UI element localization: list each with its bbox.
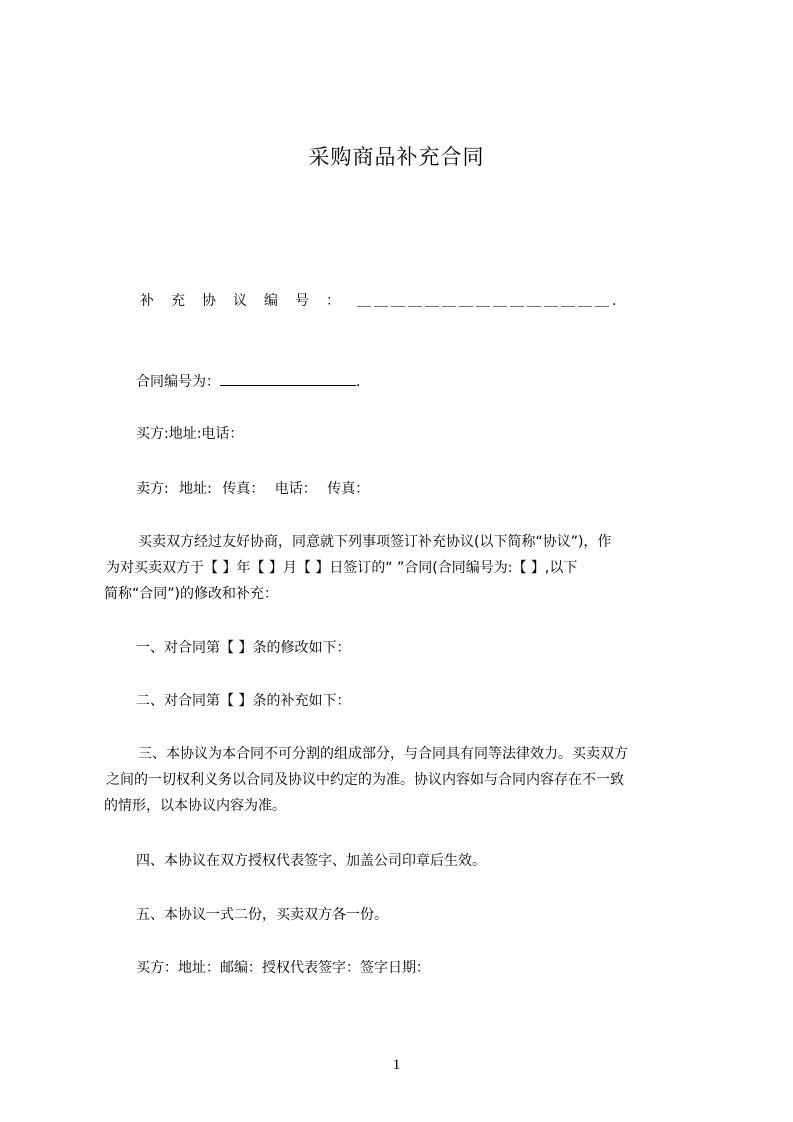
document-title: 采购商品补充合同 [308, 145, 485, 169]
seller-info-line: 卖方: 地址: 传真： 电话： 传真： [136, 481, 370, 497]
agreement-number-line [140, 288, 619, 314]
clause-4: 四、本协议在双方授权代表签字、加盖公司印章后生效。 [136, 853, 486, 869]
contract-number-tail: . [356, 374, 361, 390]
agreement-number-blank: ＿＿＿＿＿＿＿＿＿＿＿＿＿＿＿. [357, 293, 620, 309]
contract-number-blank [220, 371, 356, 386]
page-number: 1 [392, 1057, 401, 1073]
signature-line: 买方：地址：邮编：授权代表签字：签字日期： [136, 960, 430, 976]
clause-5: 五、本协议一式二份，买卖双方各一份。 [136, 907, 388, 923]
agreement-number-label: 补充协议编号： [140, 293, 357, 309]
contract-number-line [136, 369, 360, 395]
clause-2: 二、对合同第【 】条的补充如下： [136, 693, 351, 709]
buyer-info-line: 买方:地址:电话： [136, 426, 244, 442]
intro-paragraph [104, 529, 704, 607]
contract-number-label: 合同编号为： [136, 374, 220, 390]
clause-3-line-1: 三、本协议为本合同不可分割的组成部分，与合同具有同等法律效力。买卖双方 [138, 746, 628, 762]
intro-line-1: 买卖双方经过友好协商，同意就下列事项签订补充协议(以下简称“协议”)，作 [138, 534, 612, 550]
clause-1: 一、对合同第【 】条的修改如下： [136, 640, 351, 656]
clause-3-line-3: 的情形，以本协议内容为准。 [104, 798, 286, 814]
clause-3-paragraph [104, 741, 704, 819]
clause-3-line-2: 之间的一切权利义务以合同及协议中约定的为准。协议内容如与合同内容存在不一致 [106, 772, 624, 788]
intro-line-2: 为对买卖双方于【 】年【 】月【 】日签订的“ ”合同(合同编号为:【 】,以下 [106, 560, 578, 576]
intro-line-3: 简称“合同”)的修改和补充： [104, 586, 278, 602]
